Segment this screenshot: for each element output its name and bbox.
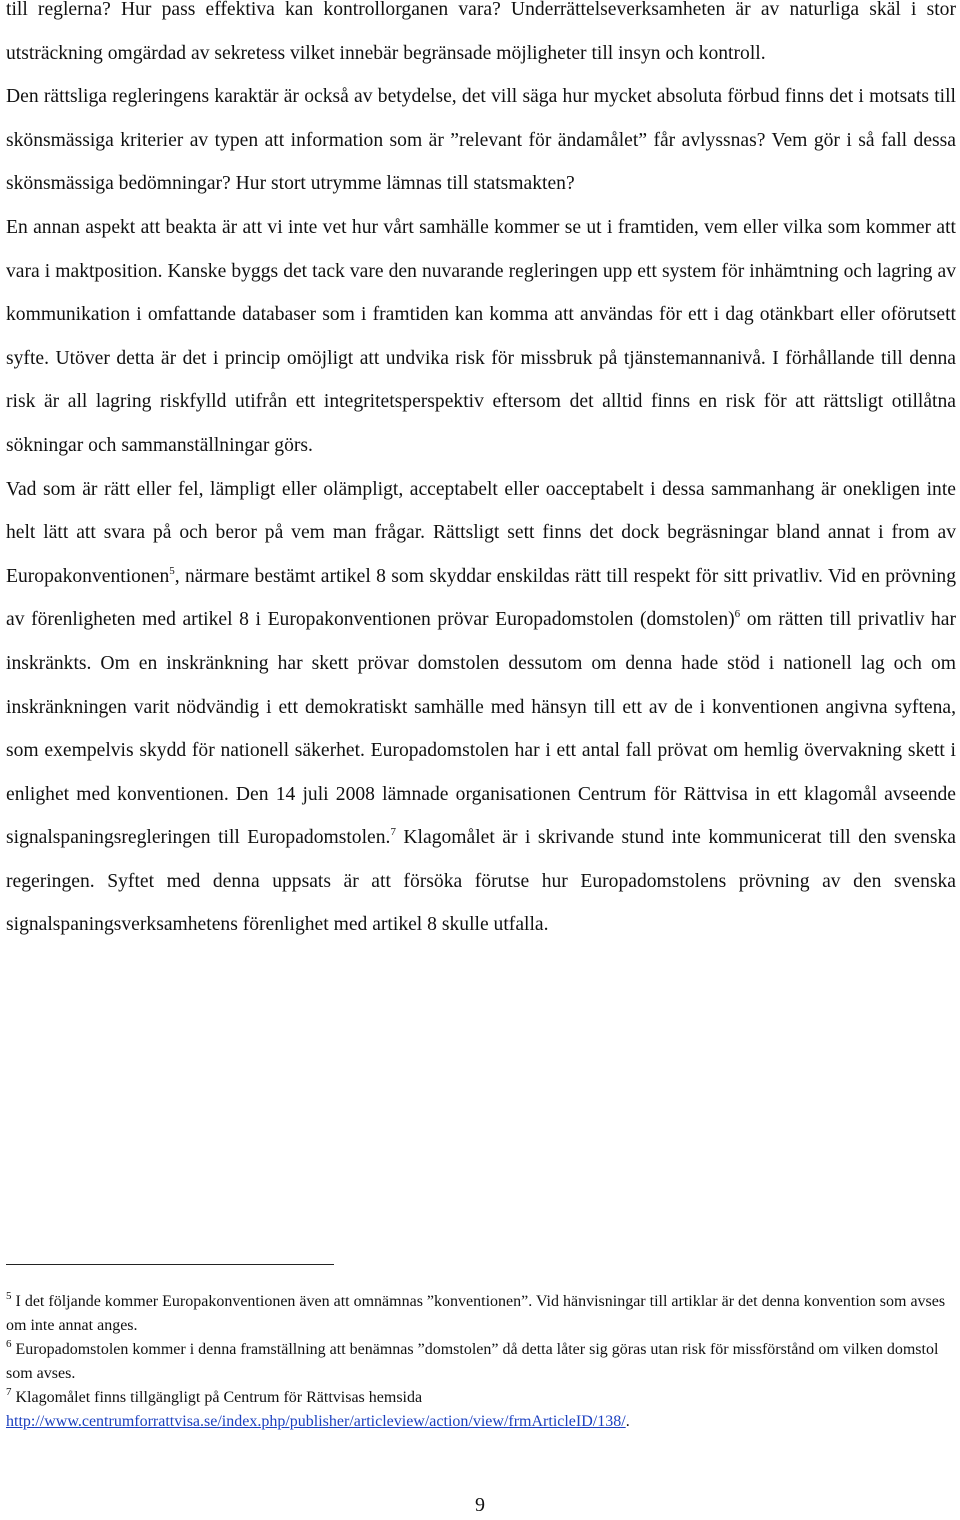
footnote-7-after: . [625, 1413, 630, 1430]
paragraph-4 [6, 468, 956, 948]
footnote-ref-6[interactable]: 6 [734, 608, 741, 621]
paragraph-4-text-d: Klagomålet är i skrivande stund inte kommunicerat till den svenska regeringen. Syftet med denna uppsats är att försöka förutse hur Europadomstolens prövning av den svenska signalspaningsverksamhetens förenlighet med artikel 8 skulle utfalla. [6, 827, 956, 936]
paragraph-1 [6, 0, 956, 75]
footnote-ref-5[interactable]: 5 [169, 564, 175, 577]
paragraph-4-text-b: , närmare bestämt artikel 8 som skyddar enskildas rätt till respekt för sitt privatliv. Vid en prövning av förenligheten med artikel 8 i Europakonventionen prövar Europadomstolen (domstolen) [6, 565, 956, 631]
footnote-5-text: I det följande kommer Europakonventionen även att omnämnas ”konventionen”. Vid hänvisningar till artiklar är det denna konvention som avses om inte annat anges. [6, 1293, 946, 1334]
page-number: 9 [475, 1494, 485, 1516]
footnote-6-text: Europadomstolen kommer i denna framställning att benämnas ”domstolen” då detta låter sig göras utan risk för missförstånd om vilken domstol som avses. [6, 1341, 939, 1382]
paragraph-1-text: till reglerna? Hur pass effektiva kan kontrollorganen vara? Underrättelseverksamheten är av naturliga skäl i stor utsträckning omgärdad av sekretess vilket innebär begränsade möjligheter till insyn och kontroll. [6, 0, 956, 64]
paragraph-4-text-a: Vad som är rätt eller fel, lämpligt eller olämpligt, acceptabelt eller oacceptabelt i dessa sammanhang är onekligen inte helt lätt att svara på och beror på vem man frågar. Rättsligt sett finns det dock begräsningar bland annat i from av Europakonventionen [6, 478, 956, 587]
footnote-divider [6, 1264, 334, 1265]
footnote-5-number: 5 [6, 1290, 12, 1302]
paragraph-3-text: En annan aspekt att beakta är att vi inte vet hur vårt samhälle kommer se ut i framtiden, vem eller vilka som kommer att vara i maktposition. Kanske byggs det tack vare den nuvarande regleringen upp ett system för inhämtning och lagring av kommunikation i omfattande databaser som i framtiden kan komma att användas för ett i dag otänkbart eller oförutsett syfte. Utöver detta är det i princip omöjligt att undvika risk för missbruk på tjänstemannanivå. I förhållande till denna risk är all lagring riskfylld utifrån ett integritetsperspektiv eftersom det alltid finns en risk för att rättsligt otillåtna sökningar och sammanställningar görs. [6, 216, 956, 456]
paragraph-4-text-c: om rätten till privatliv har inskränkts. Om en inskränkning har skett prövar domstolen dessutom om denna hade stöd i nationell lag och om inskränkningen varit nödvändig i ett demokratiskt samhälle med hänsyn till ett av de i konventionen angivna syftena, som exempelvis skydd för nationell säkerhet. Europadomstolen har i ett antal fall prövat om hemlig övervakning skett i enlighet med konventionen. Den 14 juli 2008 lämnade organisationen Centrum för Rättvisa in ett klagomål avseende signalspaningsregleringen till Europadomstolen. [6, 609, 956, 849]
footnote-7 [6, 1386, 956, 1434]
paragraph-2 [6, 75, 956, 206]
footnote-7-text: Klagomålet finns tillgängligt på Centrum för Rättvisas hemsida [11, 1389, 423, 1406]
footnote-5 [6, 1290, 956, 1338]
footnote-7-number: 7 [6, 1386, 12, 1398]
body-text [6, 0, 956, 947]
paragraph-3 [6, 206, 956, 468]
document-page [6, 0, 956, 947]
footnotes [6, 1290, 956, 1434]
footnote-ref-7[interactable]: 7 [390, 826, 396, 839]
footnote-6-number: 6 [6, 1338, 12, 1350]
footnote-6 [6, 1338, 956, 1386]
paragraph-2-text: Den rättsliga regleringens karaktär är också av betydelse, det vill säga hur mycket absoluta förbud finns det i motsats till skönsmässiga kriterier av typen att information som är ”relevant för ändamålet” får avlyssnas? Vem gör i så fall dessa skönsmässiga bedömningar? Hur stort utrymme lämnas till statsmakten? [6, 86, 956, 195]
footnote-7-link[interactable]: http://www.centrumforrattvisa.se/index.php/publisher/articleview/action/view/frmArticleID/138/ [6, 1413, 626, 1430]
